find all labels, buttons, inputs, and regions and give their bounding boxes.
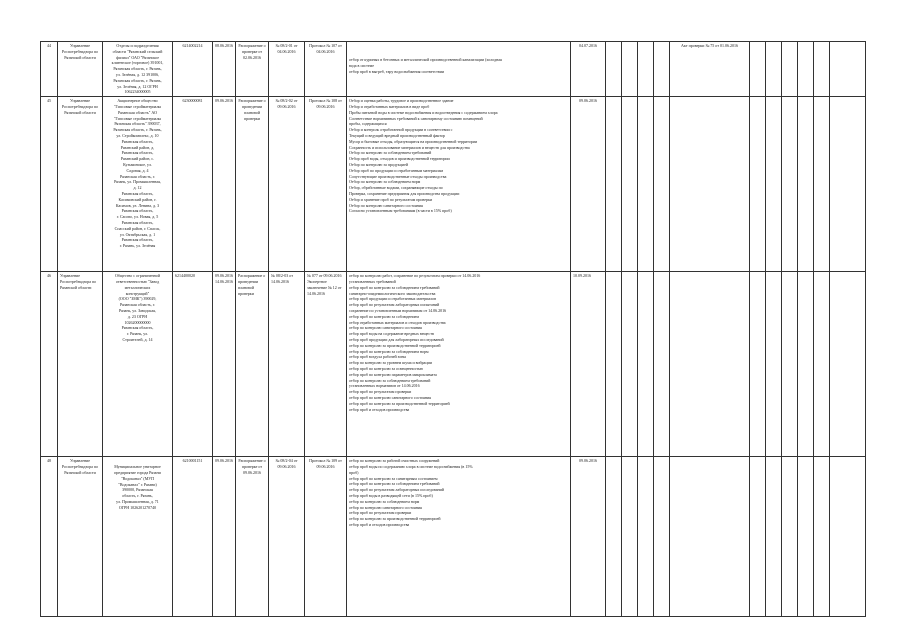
empty-cell bbox=[750, 97, 766, 272]
empty-cell bbox=[782, 272, 798, 457]
empty-cell bbox=[654, 457, 670, 617]
empty-cell bbox=[638, 272, 654, 457]
empty-cell bbox=[622, 272, 638, 457]
table-row bbox=[41, 97, 866, 272]
empty-cell bbox=[814, 97, 830, 272]
authority-cell: Управление Роспотребнадзора по Рязанской области bbox=[58, 457, 103, 617]
empty-cell bbox=[654, 42, 670, 97]
empty-cell bbox=[830, 97, 866, 272]
check-date-cell: 09.06.2016 14.06.2016 bbox=[213, 272, 236, 457]
entity-cell: Акционерное общество "Гипсовые стройматериалы Рязанская область" АО "Гипсовые стройматериалы Рязанская область" 390037, Рязанская область, г. Рязань, ул. Стройкомплекс, д. 10 Рязанская область, Рязанский район, д. Рязанская область, Рязанский район, с. Кузьминское, ул. Садовая, д. 4 Рязанская область, г. Рязань, ул. Промышленная, д. 12 Рязанская область, Касимовский район, г. Касимов, ул. Ленина, д. 3 Рязанская область, г. Сасово, ул. Новая, д. 5 Рязанская область, Спасский район, г. Спасск, ул. Октябрьская, д. 1 Рязанская область, г. Рязань, ул. Зелёная bbox=[103, 97, 173, 272]
basis-cell: Распоряжение о проверке от 02.06.2016 bbox=[236, 42, 269, 97]
check-date-cell: 08.06.2016 bbox=[213, 42, 236, 97]
authority-cell: Управление Роспотребнадзора по Рязанской области bbox=[58, 97, 103, 272]
result-cell bbox=[670, 457, 750, 617]
empty-cell bbox=[622, 97, 638, 272]
empty-cell bbox=[766, 272, 782, 457]
basis-cell: Распоряжение о проведении плановой проверки bbox=[236, 97, 269, 272]
empty-cell bbox=[814, 42, 830, 97]
inn-cell: 6230000081 bbox=[173, 97, 213, 272]
empty-cell bbox=[782, 457, 798, 617]
violations-cell: отбор по контролю за работой очистных сооружений отбор проб воды по содержанию хлора в системе водоснабжения (в 15% проб) отбор проб по контролю за санитарным состоянием отбор проб по контролю за соблюдением требований отбор проб по результатам лабораторных исследований отбор проб воды в разводящей сети (в 15% проб) отбор по контролю за соблюдением норм отбор по контролю санитарного состояния отбор проб по результатам проверки отбор по контролю за производственной территорией отбор проб и отходов производства bbox=[347, 457, 571, 617]
authority-cell: Управление Роспотребнадзора по Рязанской области bbox=[58, 272, 103, 457]
protocol-cell: Протокол № 109 от 09.06.2016 bbox=[305, 457, 347, 617]
violations-cell: Отбор и оценка работы, трудовое и производственное здание Отбор и отработанных материалов в виде проб Пробы питьевой воды в системе водоснабжения и водоотведения с содержанием хлора Соответствие нормативных требований к санитарному состоянию помещений пробы, содержащихся Отбор и контроль отработанной продукции в соответствии с Текущий и ведущий вредный производственный фактор Мусор и бытовые отходы, образующиеся на производственной территории Сохранность и использование материалов и веществ для производства Отбор по контролю за соблюдением требований Отбор проб воды, отходов и производственной территории Отбор по контролю за продукцией Отбор проб по продукции и отработанным материалам Сопутствующие производственные отходы производства Отбор по контролю за соблюдением норм Отбор, обработанные водами, сохраняющие отходы по Проверка, сохранение предприятия для производства продукции Отбор и хранение проб по результатам проверки Отбор по контролю санитарного состояния Согласно установленным требованиям (в части в 15% проб) bbox=[347, 97, 571, 272]
inn-cell: 6210001151 bbox=[173, 457, 213, 617]
empty-cell bbox=[798, 272, 814, 457]
basis-cell: Распоряжение о проверке от 09.06.2016 bbox=[236, 457, 269, 617]
empty-cell bbox=[766, 97, 782, 272]
violations-cell: отбор по контролю работ, сохранение по результатам проверки от 14.06.2016 установленных требований отбор проб по контролю за соблюдением требований санитарно-эпидемиологического законодательства отбор проб продукции и отработанных материалов отбор проб по результатам лабораторных испытаний сохранение по установленным нормативам от 14.06.2016 отбор проб по контролю за соблюдением отбор отработанных материалов и отходов производства отбор по контролю санитарного состояния отбор проб воды на содержание вредных веществ отбор проб продукции для лабораторных исследований отбор по контролю за производственной территорией отбор проб по контролю за соблюдением норм отбор проб воздуха рабочей зоны отбор по контролю за уровнем шума и вибрации отбор проб по контролю за освещенностью отбор проб по контролю параметров микроклимата отбор по контролю за соблюдением требований установленных нормативов от 14.06.2016 отбор проб по результатам проверки отбор проб по контролю санитарного состояния отбор проб по контролю за производственной территорией отбор проб и отходов производства bbox=[347, 272, 571, 457]
act-cell: № 08/2-03 от 14.06.2016 bbox=[269, 272, 305, 457]
protocol-cell: Протокол № 107 от 04.06.2016 bbox=[305, 42, 347, 97]
inn-cell: 6214002214 bbox=[173, 42, 213, 97]
protocol-cell: Протокол № 108 от 09.06.2016 bbox=[305, 97, 347, 272]
row-number: 46 bbox=[41, 272, 58, 457]
empty-cell bbox=[798, 457, 814, 617]
empty-cell bbox=[606, 272, 622, 457]
inspection-register-table bbox=[40, 41, 866, 617]
register-sheet bbox=[40, 41, 865, 618]
result-cell: Акт проверки № 75 от 01.06.2016 bbox=[670, 42, 750, 97]
empty-cell bbox=[654, 272, 670, 457]
table-row bbox=[41, 272, 866, 457]
violations-cell: отбор от куриных в бетонных и металлической производственной канализации (холодная вода в системе отбор проб в выгреб, тару водоснабжения соответствии bbox=[347, 42, 571, 97]
authority-cell: Управление Роспотребнадзора по Рязанской области bbox=[58, 42, 103, 97]
inn-cell: 6214400020 bbox=[173, 272, 213, 457]
empty-cell bbox=[750, 457, 766, 617]
result-cell bbox=[670, 272, 750, 457]
empty-cell bbox=[606, 457, 622, 617]
row-number: 44 bbox=[41, 42, 58, 97]
deadline-cell: 09.06.2016 bbox=[571, 457, 606, 617]
empty-cell bbox=[766, 457, 782, 617]
empty-cell bbox=[622, 457, 638, 617]
check-date-cell: 09.06.2016 bbox=[213, 97, 236, 272]
empty-cell bbox=[750, 272, 766, 457]
empty-cell bbox=[638, 42, 654, 97]
empty-cell bbox=[654, 97, 670, 272]
entity-cell: Муниципальное унитарное предприятие города Рязани "Водоканал" (МУП "Водоканал" г. Рязани) 390000, Рязанская область, г. Рязань, ул. Промышленная, д. 71 ОГРН 1026201270740 bbox=[103, 457, 173, 617]
row-number: 45 bbox=[41, 97, 58, 272]
act-cell: № 08/2-01 от 04.06.2016 bbox=[269, 42, 305, 97]
empty-cell bbox=[830, 272, 866, 457]
entity-cell: Отделы и подразделения области "Рязанский сельский филиал" ОАО "Рязанское клиентское (торговое) 391001, Рязанская область, г. Рязань, ул. Зелёная, д. 12 391006, Рязанская область, г. Рязань, ул. Зелёная, д. 12 ОГРН 1062234000005 bbox=[103, 42, 173, 97]
empty-cell bbox=[750, 42, 766, 97]
empty-cell bbox=[798, 42, 814, 97]
deadline-cell: 09.06.2016 bbox=[571, 97, 606, 272]
basis-cell: Распоряжение о проведении плановой проверки bbox=[236, 272, 269, 457]
empty-cell bbox=[830, 457, 866, 617]
empty-cell bbox=[830, 42, 866, 97]
deadline-cell: 10.09.2016 bbox=[571, 272, 606, 457]
empty-cell bbox=[766, 42, 782, 97]
empty-cell bbox=[638, 97, 654, 272]
empty-cell bbox=[606, 42, 622, 97]
entity-cell: Общество с ограниченной ответственностью "Завод металлических конструкций" (ООО "ЗМК") 390029, Рязанская область, г. Рязань, ул. Заводская, д. 23 ОГРН 1026200000000 Рязанская область, г. Рязань, ул. Строителей, д. 14 bbox=[103, 272, 173, 457]
empty-cell bbox=[814, 272, 830, 457]
check-date-cell: 09.06.2016 bbox=[213, 457, 236, 617]
empty-cell bbox=[622, 42, 638, 97]
act-cell: № 08/2-02 от 09.06.2016 bbox=[269, 97, 305, 272]
act-cell: № 08/2-04 от 09.06.2016 bbox=[269, 457, 305, 617]
empty-cell bbox=[606, 97, 622, 272]
empty-cell bbox=[782, 42, 798, 97]
empty-cell bbox=[638, 457, 654, 617]
table-row bbox=[41, 457, 866, 617]
empty-cell bbox=[782, 97, 798, 272]
protocol-cell: № 077 от 09.06.2016 Экспертное заключение № 12 от 14.06.2016 bbox=[305, 272, 347, 457]
result-cell bbox=[670, 97, 750, 272]
deadline-cell: 04.07.2016 bbox=[571, 42, 606, 97]
empty-cell bbox=[798, 97, 814, 272]
empty-cell bbox=[814, 457, 830, 617]
row-number: 48 bbox=[41, 457, 58, 617]
table-row bbox=[41, 42, 866, 97]
